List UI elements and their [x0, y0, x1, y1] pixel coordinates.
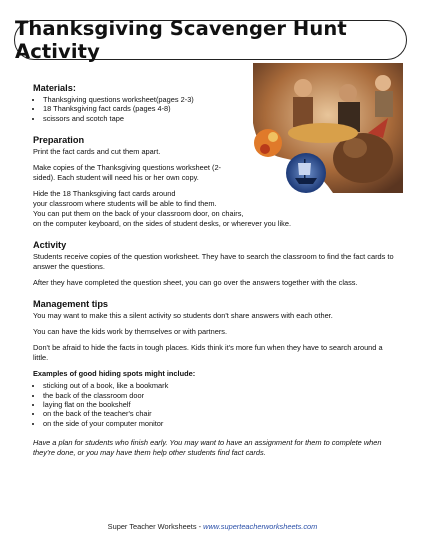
list-item: • sticking out of a book, like a bookmark: [43, 381, 398, 390]
preparation-section: [33, 135, 398, 229]
activity-section: [33, 240, 398, 288]
hiding-spots-list: [33, 381, 398, 428]
activity-heading: Activity: [33, 240, 67, 251]
list-item: • on the side of your computer monitor: [43, 419, 398, 428]
materials-list: [33, 95, 398, 123]
materials-heading: Materials:: [33, 83, 76, 93]
footer-label: Super Teacher Worksheets -: [107, 522, 204, 531]
activity-text-1: Students receive copies of the question worksheet. They have to search the classroom to find the fact cards to answer the questions.: [33, 252, 394, 272]
footer-link[interactable]: www.superteacherworksheets.com: [203, 522, 318, 531]
title-banner: [14, 17, 407, 63]
list-item: • the back of the classroom door: [43, 391, 398, 400]
list-item: • Thanksgiving questions worksheet(pages 2-3): [43, 95, 398, 104]
materials-section: [33, 83, 398, 123]
preparation-heading: Preparation: [33, 135, 85, 146]
preparation-text-1: Print the fact cards and cut them apart.: [33, 147, 161, 157]
management-text-3: Don't be afraid to hide the facts in tough places. Kids think it's more fun when they have to search around a little.: [33, 343, 383, 363]
management-heading: Management tips: [33, 299, 109, 310]
management-section: [33, 299, 398, 458]
list-item: • 18 Thanksgiving fact cards (pages 4-8): [43, 104, 398, 113]
list-item: • on the back of the teacher's chair: [43, 409, 398, 418]
management-text-1: You may want to make this a silent activity so students don't share answers with each other.: [33, 311, 333, 321]
list-item: • scissors and scotch tape: [43, 114, 398, 123]
document-body: [33, 83, 398, 469]
examples-heading: Examples of good hiding spots might include:: [33, 369, 196, 379]
preparation-text-2: Make copies of the Thanksgiving questions worksheet (2-sided). Each student will need his or her own copy.: [33, 163, 222, 183]
activity-text-2: After they have completed the question sheet, you can go over the answers together with the class.: [33, 278, 358, 288]
footer: [0, 522, 425, 531]
closing-note: Have a plan for students who finish early. You may want to have an assignment for them to complete when they're done, or you may have them help other students find fact cards.: [33, 438, 382, 458]
preparation-text-3: Hide the 18 Thanksgiving fact cards around your classroom where students will be able to find them. You can put them on the back of your classroom door, on chairs, on the computer keyboard, on the sides of student desks, or wherever you like.: [33, 189, 291, 229]
page-title: Thanksgiving Scavenger Hunt Activity: [15, 17, 347, 63]
management-text-2: You can have the kids work by themselves or with partners.: [33, 327, 228, 337]
list-item: • laying flat on the bookshelf: [43, 400, 398, 409]
